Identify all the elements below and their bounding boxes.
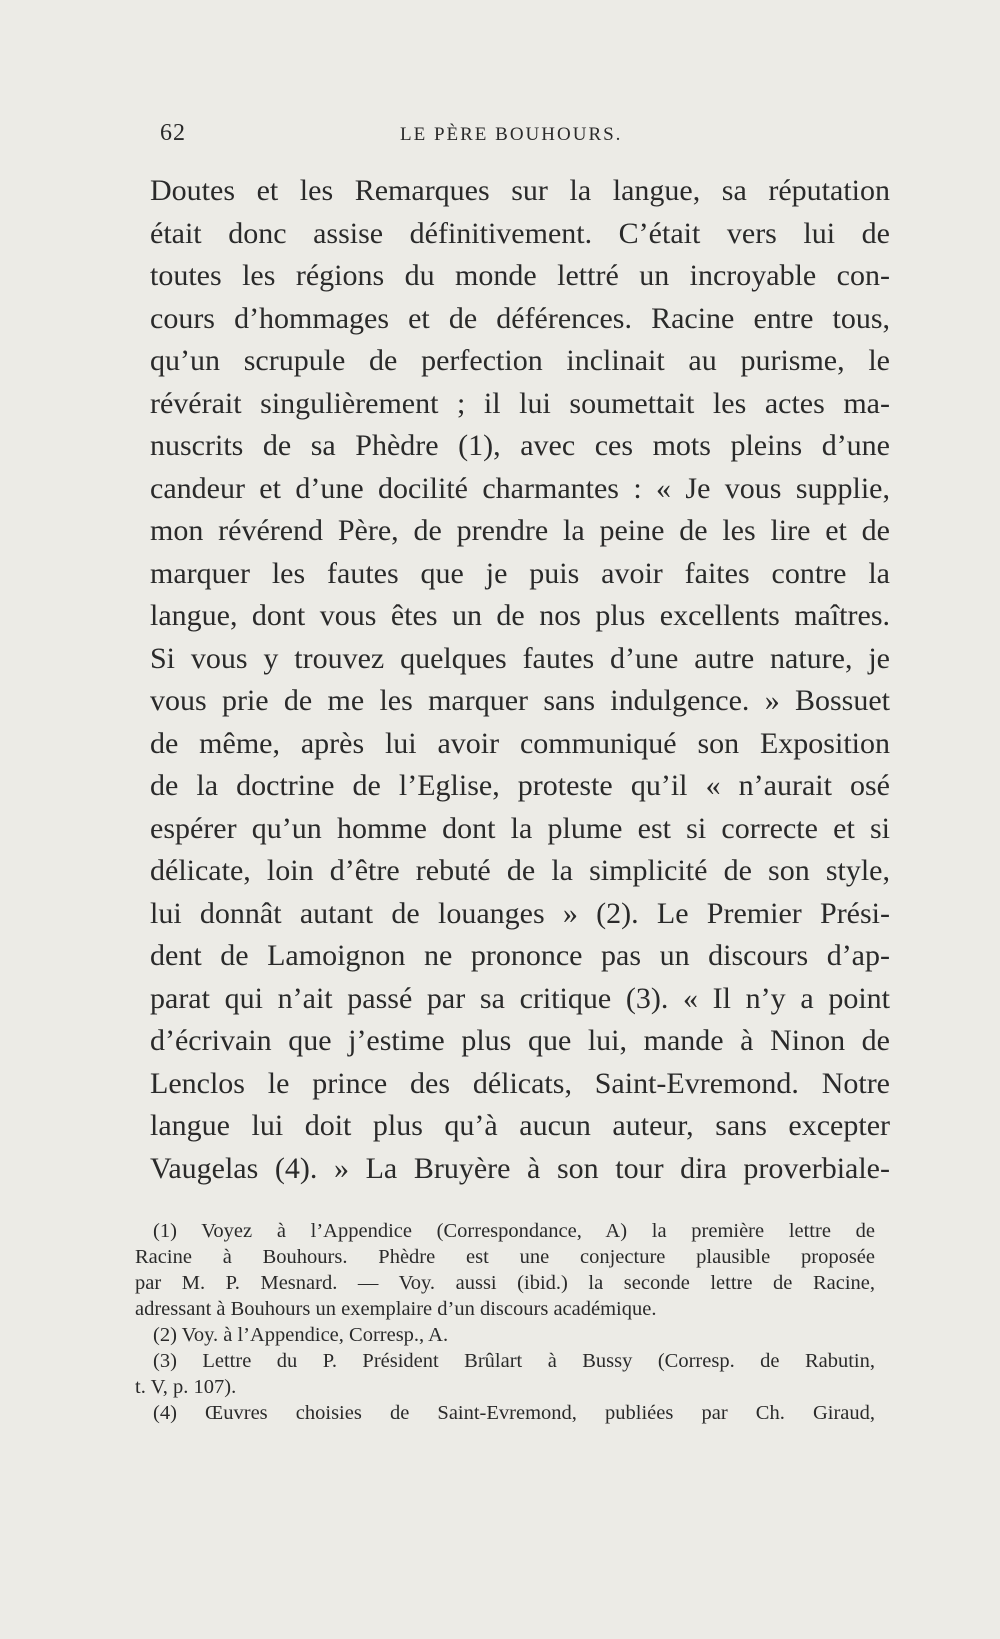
footnote-line: adressant à Bouhours un exemplaire d’un discours académique. [135, 1298, 657, 1320]
text-line: espérer qu’un homme dont la plume est si correcte et si [150, 811, 890, 845]
page-header [160, 120, 900, 150]
footnote-line: (1) Voyez à l’Appendice (Correspondance, A) la première lettre de [153, 1220, 875, 1242]
footnotes [135, 1218, 875, 1426]
text-line: de la doctrine de l’Eglise, proteste qu’il « n’aurait osé [150, 769, 890, 802]
text-line: Si vous y trouvez quelques fautes d’une autre nature, je [150, 641, 890, 675]
text-line: candeur et d’une docilité charmantes : « Je vous supplie, [150, 471, 890, 505]
text-line: délicate, loin d’être rebuté de la simplicité de son style, [150, 854, 890, 887]
text-line: langue, dont vous êtes un de nos plus excellents maîtres. [150, 599, 890, 632]
text-line: marquer les fautes que je puis avoir faites contre la [150, 556, 890, 590]
text-line: Lenclos le prince des délicats, Saint-Evremond. Notre [150, 1066, 890, 1100]
text-line: langue lui doit plus qu’à aucun auteur, sans excepter [150, 1109, 890, 1142]
main-text [150, 170, 890, 1190]
text-line: qu’un scrupule de perfection inclinait au purisme, le [150, 344, 890, 377]
text-line: Doutes et les Remarques sur la langue, sa réputation [150, 174, 890, 207]
footnote-line: par M. P. Mesnard. — Voy. aussi (ibid.) la seconde lettre de Racine, [135, 1272, 875, 1294]
text-line: dent de Lamoignon ne prononce pas un discours d’ap- [150, 939, 890, 972]
running-title: LE PÈRE BOUHOURS. [400, 124, 623, 145]
text-line: parat qui n’ait passé par sa critique (3). « Il n’y a point [150, 981, 890, 1015]
footnote-line: (2) Voy. à l’Appendice, Corresp., A. [153, 1324, 449, 1346]
footnote-line: (3) Lettre du P. Président Brûlart à Bussy (Corresp. de Rabutin, [153, 1350, 875, 1372]
footnote-line: (4) Œuvres choisies de Saint-Evremond, publiées par Ch. Giraud, [153, 1402, 875, 1424]
footnote-line: Racine à Bouhours. Phèdre est une conjecture plausible proposée [135, 1246, 875, 1268]
text-line: nuscrits de sa Phèdre (1), avec ces mots pleins d’une [150, 429, 890, 462]
text-line: cours d’hommages et de déférences. Racine entre tous, [150, 301, 890, 335]
text-line: lui donnât autant de louanges » (2). Le Premier Prési- [150, 896, 890, 930]
footnote-line: t. V, p. 107). [135, 1376, 237, 1398]
text-line: de même, après lui avoir communiqué son Exposition [150, 726, 890, 760]
text-line: vous prie de me les marquer sans indulgence. » Bossuet [150, 684, 890, 717]
text-line: était donc assise définitivement. C’était vers lui de [150, 216, 890, 250]
text-line: révérait singulièrement ; il lui soumettait les actes ma- [150, 386, 890, 420]
text-line: toutes les régions du monde lettré un incroyable con- [150, 259, 890, 292]
text-line: Vaugelas (4). » La Bruyère à son tour dira proverbiale- [150, 1151, 890, 1185]
text-line: d’écrivain que j’estime plus que lui, mande à Ninon de [150, 1024, 890, 1057]
page-number: 62 [160, 120, 186, 146]
text-line: mon révérend Père, de prendre la peine de les lire et de [150, 514, 890, 547]
